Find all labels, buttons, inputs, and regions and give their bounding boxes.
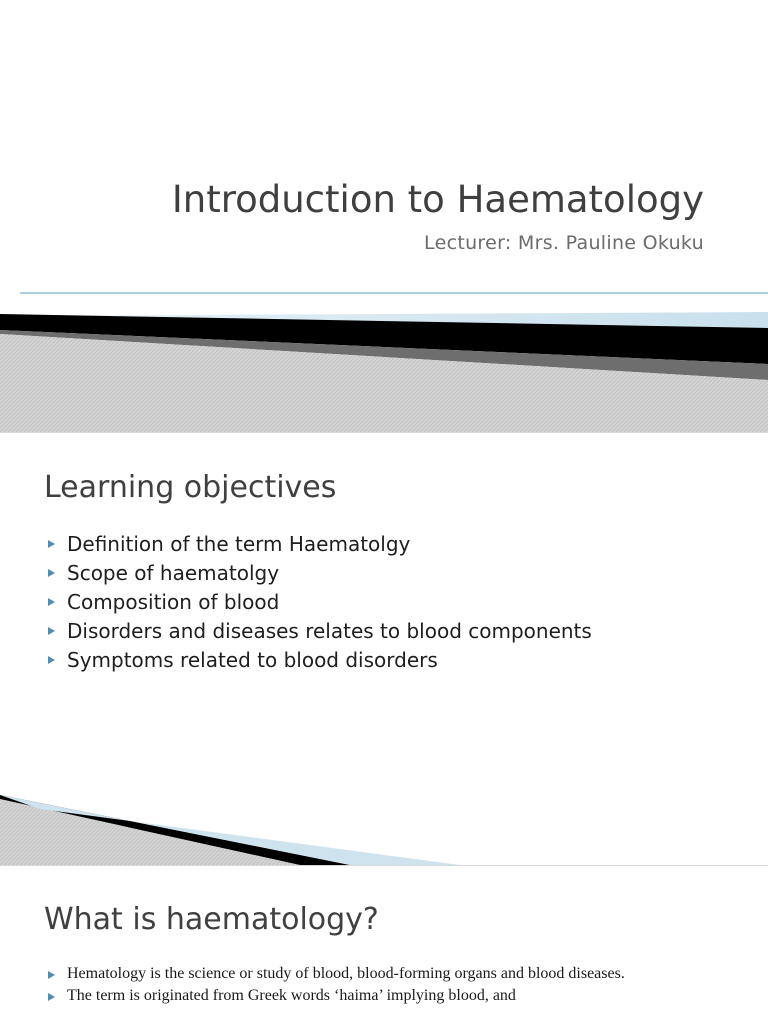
list-item-text: Composition of blood: [67, 590, 280, 614]
list-item-text: Hematology is the science or study of blood, blood-forming organs and blood diseases.: [67, 965, 625, 982]
list-item-text: The term is originated from Greek words ‘haima’ implying blood, and: [67, 987, 516, 1004]
decorative-corner-band: [0, 433, 768, 865]
list-item-text: Definition of the term Haematolgy: [67, 532, 411, 556]
list-item-text: Scope of haematolgy: [67, 561, 280, 585]
title-slide: [0, 0, 768, 432]
list-item-text: Symptoms related to blood disorders: [67, 648, 438, 672]
decorative-band: [0, 0, 768, 432]
triangle-bullet-icon: [48, 993, 55, 1001]
learning-objectives-slide: [0, 433, 768, 865]
slide-heading: Learning objectives: [44, 470, 337, 505]
triangle-bullet-icon: [48, 971, 55, 979]
list-item: [48, 985, 707, 1007]
slide-heading: What is haematology?: [44, 902, 379, 937]
list-item: [48, 963, 707, 985]
definition-list: [48, 963, 707, 1007]
slide-title: Introduction to Haematology: [171, 178, 704, 221]
slide-subtitle: Lecturer: Mrs. Pauline Okuku: [424, 232, 704, 254]
definition-slide: [0, 866, 768, 1024]
list-item-text: Disorders and diseases relates to blood components: [67, 619, 592, 643]
